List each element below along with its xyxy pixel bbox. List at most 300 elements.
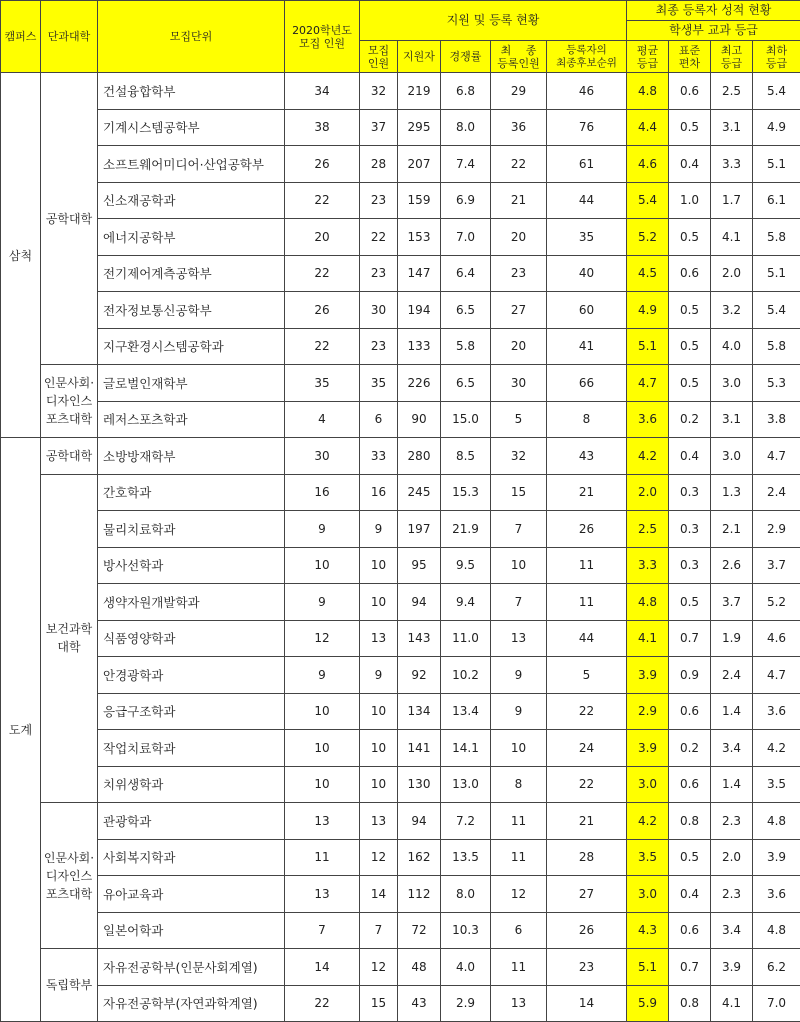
recruit-cell: 15 (360, 985, 398, 1022)
unit-cell: 작업치료학과 (98, 730, 285, 767)
table-row (1, 949, 800, 986)
avg-cell: 4.4 (627, 109, 669, 146)
quota-cell: 4 (285, 401, 360, 438)
best-cell: 2.1 (711, 511, 753, 548)
table-row (1, 109, 800, 146)
quota-cell: 10 (285, 730, 360, 767)
applicants-cell: 162 (398, 839, 441, 876)
college-cell: 인문사회·디자인스포츠대학 (41, 365, 98, 438)
avg-cell: 4.6 (627, 146, 669, 183)
waitlist-cell: 21 (547, 803, 627, 840)
header-applicants: 지원자 (398, 41, 441, 73)
ratio-cell: 9.5 (441, 547, 491, 584)
quota-cell: 11 (285, 839, 360, 876)
final-cell: 36 (491, 109, 547, 146)
worst-cell: 3.9 (753, 839, 800, 876)
final-cell: 20 (491, 328, 547, 365)
sd-cell: 0.7 (669, 949, 711, 986)
waitlist-cell: 44 (547, 182, 627, 219)
header-quota-line1: 2020학년도 (285, 24, 359, 37)
avg-cell: 4.8 (627, 584, 669, 621)
unit-cell: 전기제어계측공학부 (98, 255, 285, 292)
worst-cell: 4.2 (753, 730, 800, 767)
waitlist-cell: 8 (547, 401, 627, 438)
header-campus: 캠퍼스 (1, 1, 41, 73)
quota-cell: 13 (285, 876, 360, 913)
avg-cell: 5.2 (627, 219, 669, 256)
header-waitlist: 등록자의 최종후보순위 (547, 41, 627, 73)
table-row (1, 985, 800, 1022)
unit-cell: 에너지공학부 (98, 219, 285, 256)
worst-cell: 4.6 (753, 620, 800, 657)
applicants-cell: 143 (398, 620, 441, 657)
table-row (1, 255, 800, 292)
sd-cell: 0.2 (669, 730, 711, 767)
best-cell: 1.3 (711, 474, 753, 511)
unit-cell: 기계시스템공학부 (98, 109, 285, 146)
recruit-cell: 13 (360, 803, 398, 840)
sd-cell: 0.6 (669, 255, 711, 292)
avg-cell: 3.9 (627, 657, 669, 694)
waitlist-cell: 21 (547, 474, 627, 511)
applicants-cell: 134 (398, 693, 441, 730)
avg-cell: 4.5 (627, 255, 669, 292)
ratio-cell: 15.3 (441, 474, 491, 511)
table-row (1, 584, 800, 621)
waitlist-cell: 24 (547, 730, 627, 767)
waitlist-cell: 35 (547, 219, 627, 256)
quota-cell: 10 (285, 547, 360, 584)
worst-cell: 5.8 (753, 328, 800, 365)
unit-cell: 유아교육과 (98, 876, 285, 913)
applicants-cell: 43 (398, 985, 441, 1022)
best-cell: 2.3 (711, 876, 753, 913)
avg-cell: 5.9 (627, 985, 669, 1022)
applicants-cell: 219 (398, 73, 441, 110)
recruit-cell: 35 (360, 365, 398, 402)
table-row (1, 657, 800, 694)
waitlist-cell: 22 (547, 693, 627, 730)
recruit-cell: 13 (360, 620, 398, 657)
waitlist-cell: 22 (547, 766, 627, 803)
ratio-cell: 13.0 (441, 766, 491, 803)
recruit-cell: 33 (360, 438, 398, 475)
table-row (1, 693, 800, 730)
waitlist-cell: 26 (547, 511, 627, 548)
best-cell: 4.1 (711, 219, 753, 256)
ratio-cell: 5.8 (441, 328, 491, 365)
best-cell: 4.1 (711, 985, 753, 1022)
ratio-cell: 6.4 (441, 255, 491, 292)
final-cell: 9 (491, 657, 547, 694)
table-row (1, 401, 800, 438)
quota-cell: 34 (285, 73, 360, 110)
campus-cell: 삼척 (1, 73, 41, 438)
sd-cell: 1.0 (669, 182, 711, 219)
waitlist-cell: 43 (547, 438, 627, 475)
ratio-cell: 7.0 (441, 219, 491, 256)
sd-cell: 0.5 (669, 584, 711, 621)
avg-cell: 3.3 (627, 547, 669, 584)
recruit-cell: 10 (360, 693, 398, 730)
final-cell: 5 (491, 401, 547, 438)
waitlist-cell: 66 (547, 365, 627, 402)
best-cell: 3.4 (711, 730, 753, 767)
applicants-cell: 112 (398, 876, 441, 913)
worst-cell: 5.1 (753, 146, 800, 183)
table-row (1, 547, 800, 584)
unit-cell: 소프트웨어미디어·산업공학부 (98, 146, 285, 183)
waitlist-cell: 5 (547, 657, 627, 694)
final-cell: 13 (491, 620, 547, 657)
best-cell: 2.0 (711, 255, 753, 292)
final-cell: 8 (491, 766, 547, 803)
header-final: 최 종 등록인원 (491, 41, 547, 73)
ratio-cell: 6.5 (441, 292, 491, 329)
final-cell: 7 (491, 511, 547, 548)
recruit-cell: 12 (360, 839, 398, 876)
college-cell: 인문사회·디자인스포츠대학 (41, 803, 98, 949)
sd-cell: 0.4 (669, 438, 711, 475)
waitlist-cell: 28 (547, 839, 627, 876)
worst-cell: 3.7 (753, 547, 800, 584)
ratio-cell: 2.9 (441, 985, 491, 1022)
best-cell: 1.7 (711, 182, 753, 219)
avg-cell: 5.1 (627, 328, 669, 365)
applicants-cell: 295 (398, 109, 441, 146)
sd-cell: 0.2 (669, 401, 711, 438)
avg-cell: 3.6 (627, 401, 669, 438)
best-cell: 3.7 (711, 584, 753, 621)
best-cell: 3.0 (711, 365, 753, 402)
sd-cell: 0.8 (669, 803, 711, 840)
avg-cell: 4.2 (627, 438, 669, 475)
sd-cell: 0.5 (669, 292, 711, 329)
best-cell: 2.6 (711, 547, 753, 584)
avg-cell: 2.0 (627, 474, 669, 511)
final-cell: 10 (491, 730, 547, 767)
header-quota-line2: 모집 인원 (285, 37, 359, 50)
recruit-cell: 10 (360, 730, 398, 767)
sd-cell: 0.5 (669, 328, 711, 365)
worst-cell: 4.8 (753, 912, 800, 949)
worst-cell: 5.4 (753, 292, 800, 329)
quota-cell: 16 (285, 474, 360, 511)
sd-cell: 0.7 (669, 620, 711, 657)
unit-cell: 생약자원개발학과 (98, 584, 285, 621)
best-cell: 3.0 (711, 438, 753, 475)
quota-cell: 9 (285, 511, 360, 548)
header-college: 단과대학 (41, 1, 98, 73)
waitlist-cell: 76 (547, 109, 627, 146)
recruit-cell: 23 (360, 182, 398, 219)
ratio-cell: 13.5 (441, 839, 491, 876)
campus-cell: 도계 (1, 438, 41, 1022)
avg-cell: 3.5 (627, 839, 669, 876)
final-cell: 20 (491, 219, 547, 256)
best-cell: 3.4 (711, 912, 753, 949)
header-worst: 최하 등급 (753, 41, 800, 73)
college-cell: 공학대학 (41, 73, 98, 365)
waitlist-cell: 26 (547, 912, 627, 949)
final-cell: 21 (491, 182, 547, 219)
table-row (1, 328, 800, 365)
college-cell: 독립학부 (41, 949, 98, 1022)
best-cell: 1.9 (711, 620, 753, 657)
ratio-cell: 10.3 (441, 912, 491, 949)
quota-cell: 26 (285, 146, 360, 183)
worst-cell: 3.8 (753, 401, 800, 438)
header-avg: 평균 등급 (627, 41, 669, 73)
quota-cell: 26 (285, 292, 360, 329)
final-cell: 27 (491, 292, 547, 329)
sd-cell: 0.5 (669, 365, 711, 402)
unit-cell: 건설융합학부 (98, 73, 285, 110)
quota-cell: 9 (285, 584, 360, 621)
unit-cell: 신소재공학과 (98, 182, 285, 219)
unit-cell: 자유전공학부(자연과학계열) (98, 985, 285, 1022)
recruit-cell: 30 (360, 292, 398, 329)
best-cell: 1.4 (711, 693, 753, 730)
final-cell: 11 (491, 839, 547, 876)
ratio-cell: 21.9 (441, 511, 491, 548)
ratio-cell: 9.4 (441, 584, 491, 621)
applicants-cell: 94 (398, 803, 441, 840)
worst-cell: 4.7 (753, 657, 800, 694)
recruit-cell: 10 (360, 584, 398, 621)
sd-cell: 0.4 (669, 876, 711, 913)
quota-cell: 35 (285, 365, 360, 402)
applicants-cell: 133 (398, 328, 441, 365)
quota-cell: 10 (285, 693, 360, 730)
unit-cell: 치위생학과 (98, 766, 285, 803)
applicants-cell: 72 (398, 912, 441, 949)
table-row (1, 766, 800, 803)
waitlist-cell: 61 (547, 146, 627, 183)
waitlist-cell: 27 (547, 876, 627, 913)
unit-cell: 방사선학과 (98, 547, 285, 584)
header-ratio: 경쟁률 (441, 41, 491, 73)
worst-cell: 5.2 (753, 584, 800, 621)
table-row (1, 511, 800, 548)
recruit-cell: 10 (360, 547, 398, 584)
quota-cell: 22 (285, 255, 360, 292)
sd-cell: 0.6 (669, 693, 711, 730)
header-grade-group: 최종 등록자 성적 현황 (627, 1, 800, 21)
ratio-cell: 11.0 (441, 620, 491, 657)
ratio-cell: 6.9 (441, 182, 491, 219)
unit-cell: 일본어학과 (98, 912, 285, 949)
table-row (1, 182, 800, 219)
header-quota (285, 1, 360, 73)
worst-cell: 2.9 (753, 511, 800, 548)
ratio-cell: 6.8 (441, 73, 491, 110)
ratio-cell: 13.4 (441, 693, 491, 730)
worst-cell: 7.0 (753, 985, 800, 1022)
final-cell: 7 (491, 584, 547, 621)
best-cell: 3.1 (711, 109, 753, 146)
applicants-cell: 280 (398, 438, 441, 475)
final-cell: 10 (491, 547, 547, 584)
applicants-cell: 226 (398, 365, 441, 402)
table-row (1, 292, 800, 329)
best-cell: 2.5 (711, 73, 753, 110)
final-cell: 22 (491, 146, 547, 183)
avg-cell: 4.8 (627, 73, 669, 110)
recruit-cell: 37 (360, 109, 398, 146)
applicants-cell: 245 (398, 474, 441, 511)
quota-cell: 30 (285, 438, 360, 475)
avg-cell: 2.5 (627, 511, 669, 548)
ratio-cell: 7.2 (441, 803, 491, 840)
table-row (1, 438, 800, 475)
worst-cell: 2.4 (753, 474, 800, 511)
header-grade-sub: 학생부 교과 등급 (627, 21, 800, 41)
unit-cell: 사회복지학과 (98, 839, 285, 876)
waitlist-cell: 44 (547, 620, 627, 657)
unit-cell: 자유전공학부(인문사회계열) (98, 949, 285, 986)
avg-cell: 3.0 (627, 876, 669, 913)
sd-cell: 0.6 (669, 73, 711, 110)
applicants-cell: 194 (398, 292, 441, 329)
final-cell: 23 (491, 255, 547, 292)
ratio-cell: 6.5 (441, 365, 491, 402)
sd-cell: 0.3 (669, 474, 711, 511)
avg-cell: 2.9 (627, 693, 669, 730)
avg-cell: 4.2 (627, 803, 669, 840)
final-cell: 15 (491, 474, 547, 511)
recruit-cell: 22 (360, 219, 398, 256)
best-cell: 4.0 (711, 328, 753, 365)
unit-cell: 안경광학과 (98, 657, 285, 694)
worst-cell: 3.6 (753, 876, 800, 913)
waitlist-cell: 11 (547, 547, 627, 584)
final-cell: 30 (491, 365, 547, 402)
avg-cell: 4.3 (627, 912, 669, 949)
sd-cell: 0.3 (669, 547, 711, 584)
waitlist-cell: 60 (547, 292, 627, 329)
unit-cell: 물리치료학과 (98, 511, 285, 548)
quota-cell: 20 (285, 219, 360, 256)
table-row (1, 912, 800, 949)
worst-cell: 4.8 (753, 803, 800, 840)
table-row (1, 474, 800, 511)
final-cell: 12 (491, 876, 547, 913)
worst-cell: 4.9 (753, 109, 800, 146)
quota-cell: 13 (285, 803, 360, 840)
ratio-cell: 8.0 (441, 876, 491, 913)
waitlist-cell: 23 (547, 949, 627, 986)
waitlist-cell: 41 (547, 328, 627, 365)
worst-cell: 6.2 (753, 949, 800, 986)
applicants-cell: 141 (398, 730, 441, 767)
unit-cell: 전자정보통신공학부 (98, 292, 285, 329)
best-cell: 3.2 (711, 292, 753, 329)
best-cell: 2.0 (711, 839, 753, 876)
best-cell: 2.3 (711, 803, 753, 840)
avg-cell: 4.1 (627, 620, 669, 657)
avg-cell: 5.1 (627, 949, 669, 986)
recruit-cell: 23 (360, 255, 398, 292)
applicants-cell: 197 (398, 511, 441, 548)
recruit-cell: 28 (360, 146, 398, 183)
table-row (1, 146, 800, 183)
ratio-cell: 8.5 (441, 438, 491, 475)
quota-cell: 12 (285, 620, 360, 657)
sd-cell: 0.3 (669, 511, 711, 548)
table-row (1, 219, 800, 256)
sd-cell: 0.6 (669, 912, 711, 949)
applicants-cell: 48 (398, 949, 441, 986)
final-cell: 29 (491, 73, 547, 110)
best-cell: 3.9 (711, 949, 753, 986)
applicants-cell: 92 (398, 657, 441, 694)
final-cell: 13 (491, 985, 547, 1022)
recruit-cell: 14 (360, 876, 398, 913)
recruit-cell: 9 (360, 511, 398, 548)
quota-cell: 10 (285, 766, 360, 803)
final-cell: 9 (491, 693, 547, 730)
recruit-cell: 10 (360, 766, 398, 803)
ratio-cell: 4.0 (441, 949, 491, 986)
best-cell: 3.1 (711, 401, 753, 438)
avg-cell: 5.4 (627, 182, 669, 219)
sd-cell: 0.4 (669, 146, 711, 183)
ratio-cell: 7.4 (441, 146, 491, 183)
avg-cell: 4.7 (627, 365, 669, 402)
unit-cell: 지구환경시스템공학과 (98, 328, 285, 365)
applicants-cell: 130 (398, 766, 441, 803)
sd-cell: 0.5 (669, 109, 711, 146)
applicants-cell: 90 (398, 401, 441, 438)
unit-cell: 레저스포츠학과 (98, 401, 285, 438)
worst-cell: 3.6 (753, 693, 800, 730)
sd-cell: 0.9 (669, 657, 711, 694)
quota-cell: 22 (285, 985, 360, 1022)
best-cell: 1.4 (711, 766, 753, 803)
quota-cell: 38 (285, 109, 360, 146)
quota-cell: 7 (285, 912, 360, 949)
waitlist-cell: 46 (547, 73, 627, 110)
worst-cell: 5.4 (753, 73, 800, 110)
header-recruit: 모집 인원 (360, 41, 398, 73)
worst-cell: 5.1 (753, 255, 800, 292)
table-row (1, 876, 800, 913)
header-sd: 표준 편차 (669, 41, 711, 73)
unit-cell: 식품영양학과 (98, 620, 285, 657)
header-unit: 모집단위 (98, 1, 285, 73)
applicants-cell: 94 (398, 584, 441, 621)
recruit-cell: 7 (360, 912, 398, 949)
recruit-cell: 12 (360, 949, 398, 986)
worst-cell: 4.7 (753, 438, 800, 475)
sd-cell: 0.8 (669, 985, 711, 1022)
header-support-group: 지원 및 등록 현황 (360, 1, 627, 41)
college-cell: 공학대학 (41, 438, 98, 475)
waitlist-cell: 14 (547, 985, 627, 1022)
avg-cell: 3.9 (627, 730, 669, 767)
quota-cell: 14 (285, 949, 360, 986)
final-cell: 11 (491, 949, 547, 986)
worst-cell: 3.5 (753, 766, 800, 803)
table-row (1, 730, 800, 767)
waitlist-cell: 40 (547, 255, 627, 292)
ratio-cell: 14.1 (441, 730, 491, 767)
avg-cell: 3.0 (627, 766, 669, 803)
table-row (1, 73, 800, 110)
applicants-cell: 147 (398, 255, 441, 292)
table-row (1, 365, 800, 402)
